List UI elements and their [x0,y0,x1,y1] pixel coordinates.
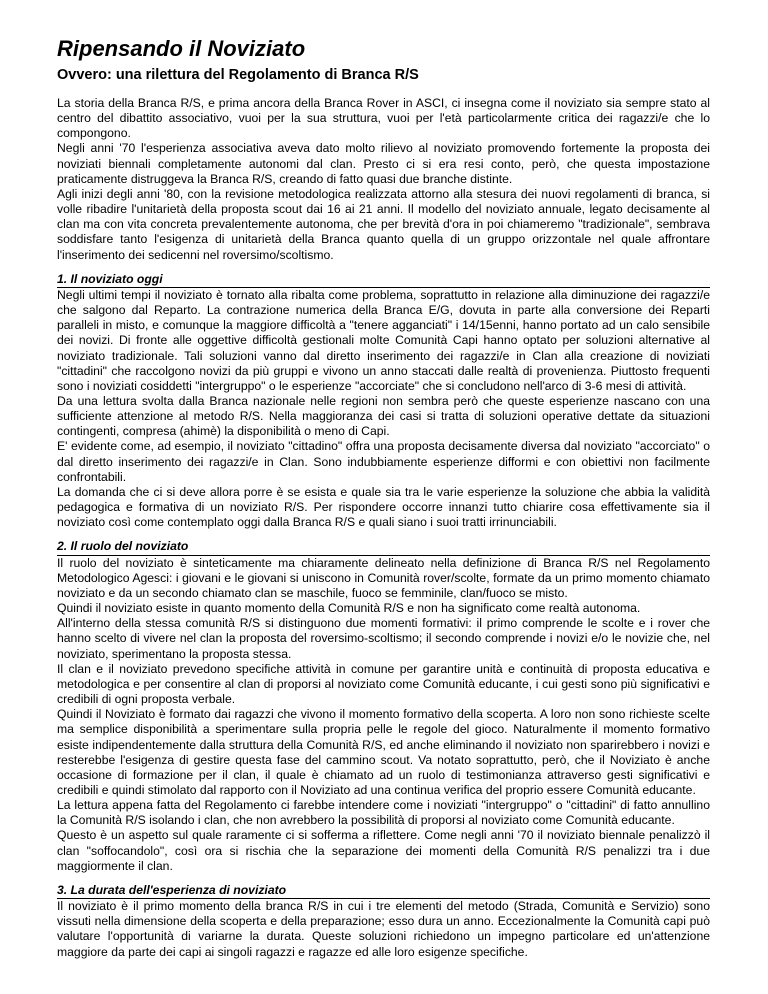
document-subtitle: Ovvero: una rilettura del Regolamento di Branca R/S [57,67,419,83]
section-2 [57,539,710,873]
section-3 [57,883,710,960]
intro [57,96,710,263]
intro-paragraph: Agli inizi degli anni '80, con la revisione metodologica realizzata attorno alla stesura dei nuovi regolamenti di branca, si volle ribadire l'unitarietà della proposta scout dai 16 ai 21 anni. Il modello del noviziato annuale, legato decisamente al clan ma con vita concreta prevalentemente autonoma, che per brevità d'ora in poi chiameremo "tradizionale", sembrava soddisfare tanto l'esigenza di unitarietà della Branca quanto quella di un gruppo orizzontale nel quale affrontare l'inserimento dei sedicenni nel roversimo/scoltismo. [57,186,710,262]
section-heading: 2. Il ruolo del noviziato [57,539,710,555]
section-paragraph: La domanda che ci si deve allora porre è se esista e quale sia tra le varie esperienze la soluzione che abbia la validità pedagogica e formativa di un noviziato R/S. Per rispondere occorre innanzi tutto chiarire cosa effettivamente sia il noviziato così come contemplato oggi dalla Branca R/S e quali siano i suoi tratti irrinunciabili. [57,484,710,530]
section-paragraph: Negli ultimi tempi il noviziato è tornato alla ribalta come problema, soprattutto in relazione alla diminuzione dei ragazzi/e che salgono dal Reparto. La contrazione numerica della Branca E/G, dovuta in parte alla conversione dei Reparti paralleli in misto, e comunque la maggiore difficoltà a "tenere agganciati" i 14/15enni, hanno portato ad un calo sensibile dei novizi. Di fronte alle oggettive difficoltà gestionali molte Comunità Capi hanno optato per soluzioni alternative al noviziato tradizionale. Tali soluzioni vanno dal diretto inserimento dei ragazzi/e in Clan alla creazione di noviziati "cittadini" che raccolgono novizi da più gruppi e vivono un anno staccati dalle realtà di provenienza. Piuttosto frequenti sono i noviziati cosiddetti "intergruppo" o le esperienze "accorciate" che si concludono nell'arco di 3-6 mesi di attività. [57,287,710,393]
section-heading: 3. La durata dell'esperienza di noviziato [57,883,710,899]
section-paragraph: Questo è un aspetto sul quale raramente ci si sofferma a riflettere. Come negli anni '70 il noviziato biennale penalizzò il clan "soffocandolo", così ora si rischia che la separazione dei momenti della Comunità R/S penalizzi tra i due maggiormente il clan. [57,828,710,873]
section-paragraph: Il ruolo del noviziato è sinteticamente ma chiaramente delineato nella definizione di Branca R/S nel Regolamento Metodologico Agesci: i giovani e le giovani si uniscono in Comunità rover/scolte, formate da un primo momento chiamato noviziato e da un secondo chiamato clan se maschile, fuoco se femminile, clan/fuoco se misto. [57,555,710,600]
section-1 [57,272,710,531]
section-paragraph: Quindi il noviziato esiste in quanto momento della Comunità R/S e non ha significato come realtà autonoma. [57,601,641,616]
section-paragraph: E' evidente come, ad esempio, il noviziato "cittadino" offra una proposta decisamente diversa dal noviziato "accorciato" o dal diretto inserimento dei ragazzi/e in Clan. Sono indubbiamente esperienze difformi e con obiettivi non facilmente confrontabili. [57,439,710,484]
section-paragraph: Il noviziato è il primo momento della branca R/S in cui i tre elementi del metodo (Strada, Comunità e Servizio) sono vissuti nella dimensione della scoperta e della preparazione; esso dura un anno. Eccezionalmente la Comunità capi può valutare l'opportunità di variarne la durata. Queste soluzioni richiedono un impegno particolare ed un'attenzione maggiore da parte dei capi ai singoli ragazzi e ragazze ed alle loro esigenze specifiche. [57,899,710,959]
section-paragraph: Il clan e il noviziato prevedono specifiche attività in comune per garantire unità e continuità di proposta educativa e metodologica e per consentire al clan di proporsi al noviziato come Comunità educante, i cui gesti sono più significativi e credibili di ogni proposta verbale. [57,661,710,707]
section-paragraph: All'interno della stessa comunità R/S si distinguono due momenti formativi: il primo comprende le scolte e i rover che hanno scelto di vivere nel clan la proposta del roversimo-scoltismo; il secondo comprende i novizi e/o le novizie che, nel noviziato, sperimentano la proposta stessa. [57,616,710,661]
intro-paragraph: La storia della Branca R/S, e prima ancora della Branca Rover in ASCI, ci insegna come il noviziato sia sempre stato al centro del dibattito associativo, vuoi per la sua struttura, vuoi per l'età particolarmente critica dei ragazzi/e che lo compongono. [57,96,710,141]
document-title: Ripensando il Noviziato [57,36,306,61]
intro-paragraph: Negli anni '70 l'esperienza associativa aveva dato molto rilievo al noviziato promovendo fortemente la proposta dei noviziati biennali completamente autonomi dal clan. Presto ci si era resi conto, però, che questa impostazione praticamente distruggeva la Branca R/S, creando di fatto quasi due branche distinte. [57,141,710,186]
section-paragraph: Da una lettura svolta dalla Branca nazionale nelle regioni non sembra però che queste esperienze nascano con una sufficiente attenzione al metodo R/S. Nella maggioranza dei casi si tratta di soluzioni operative dettate da situazioni contingenti, compresa (ahimè) la disponibilità o meno di Capi. [57,394,710,439]
section-paragraph: Quindi il Noviziato è formato dai ragazzi che vivono il momento formativo della scoperta. A loro non sono richieste scelte ma semplice disponibilità a sperimentare sulla propria pelle le regole del gioco. Naturalmente il momento formativo esiste indipendentemente dalla struttura della Comunità R/S, ed anche eliminando il noviziato non sparirebbero i novizi e resterebbe l'esigenza di gestire questa fase del cammino scout. Va notato soprattutto, però, che il Noviziato è anche occasione di formazione per il clan, il quale è chiamato ad un ruolo di testimonianza attraverso gesti significativi e credibili e quindi stimolato dal rapporto con il Noviziato ad una continua verifica del proprio essere Comunità educante. [57,707,710,797]
section-heading: 1. Il noviziato oggi [57,272,710,288]
section-paragraph: La lettura appena fatta del Regolamento ci farebbe intendere come i noviziati "intergruppo" o "cittadini" di fatto annullino la Comunità R/S isolando i clan, che non avrebbero la possibilità di proporsi al noviziato come Comunità educante. [57,798,710,828]
